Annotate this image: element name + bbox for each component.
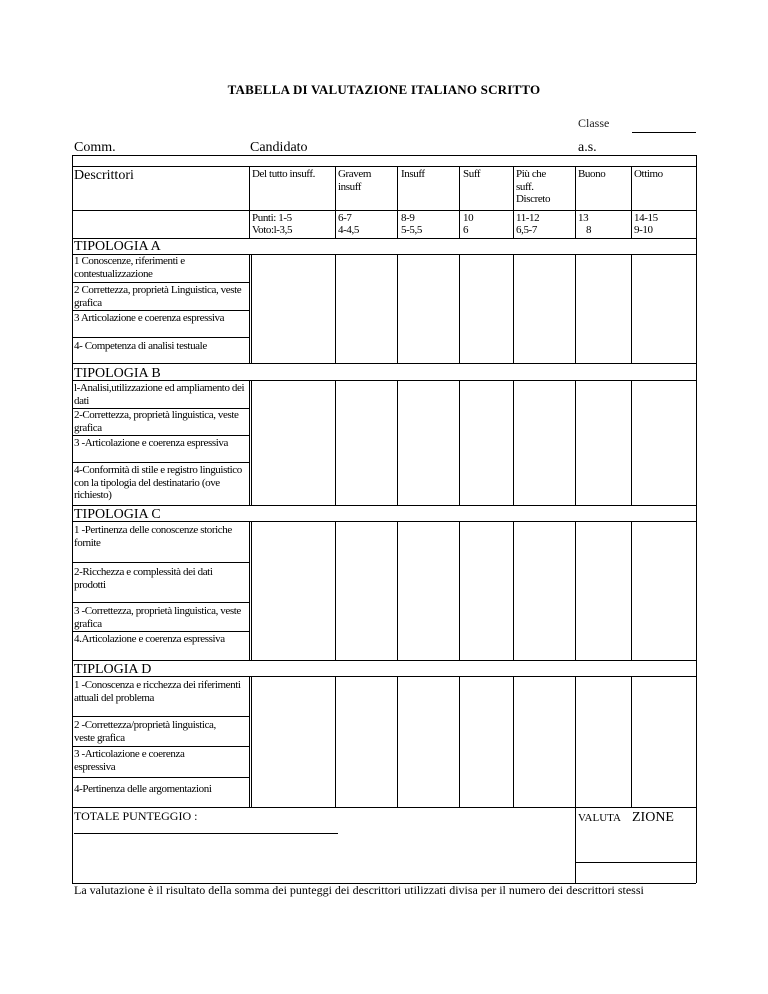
rule bbox=[631, 676, 632, 807]
level-punti: 11-12 bbox=[516, 212, 540, 224]
rule bbox=[575, 807, 576, 883]
rule bbox=[251, 676, 252, 807]
rule bbox=[72, 363, 696, 364]
rule bbox=[335, 254, 336, 363]
rule bbox=[575, 676, 576, 807]
rule bbox=[72, 380, 696, 381]
rule bbox=[72, 238, 73, 363]
rule bbox=[72, 807, 73, 883]
rule bbox=[459, 166, 460, 238]
descriptor-label: 4.Articolazione e coerenza espressiva bbox=[74, 633, 225, 645]
rule bbox=[72, 238, 696, 239]
rule bbox=[72, 155, 696, 156]
level-voto: 9-10 bbox=[634, 224, 653, 236]
rule bbox=[72, 310, 250, 311]
rule bbox=[72, 505, 696, 506]
rule bbox=[72, 631, 250, 632]
rule bbox=[335, 521, 336, 660]
rule bbox=[72, 363, 73, 505]
rule bbox=[72, 282, 250, 283]
rule bbox=[696, 166, 697, 238]
valuta-label: VALUTA bbox=[578, 812, 621, 824]
descriptor-label: 2-Correttezza, proprietà linguistica, veste grafica bbox=[74, 409, 239, 434]
descriptor-label: 4-Pertinenza delle argomentazioni bbox=[74, 783, 212, 795]
descriptor-label: 4-Conformità di stile e registro linguistico con la tipologia del destinatario (ove richiesto) bbox=[74, 464, 242, 501]
rule bbox=[397, 380, 398, 505]
rule bbox=[72, 505, 73, 660]
section-title: TIPOLOGIA C bbox=[74, 507, 161, 522]
classe-field-line bbox=[632, 132, 696, 133]
descriptor-label: 1 Conoscenze, riferimenti e contestualizzazione bbox=[74, 255, 185, 280]
rule bbox=[72, 676, 696, 677]
rule bbox=[696, 238, 697, 363]
rule bbox=[72, 807, 696, 808]
rule bbox=[459, 380, 460, 505]
rule bbox=[459, 254, 460, 363]
rule bbox=[631, 166, 632, 238]
rule bbox=[575, 166, 576, 238]
rule bbox=[72, 166, 696, 167]
rule bbox=[397, 254, 398, 363]
rule bbox=[72, 716, 250, 717]
rule bbox=[696, 155, 697, 166]
rule bbox=[335, 166, 336, 238]
totale-label: TOTALE PUNTEGGIO : bbox=[74, 809, 198, 823]
rule bbox=[249, 380, 250, 505]
rule bbox=[72, 660, 73, 807]
descriptor-label: 2 Correttezza, proprietà Linguistica, veste grafica bbox=[74, 284, 242, 309]
section-title: TIPOLOGIA B bbox=[74, 366, 161, 381]
rule bbox=[696, 660, 697, 807]
level-label: Gravem insuff bbox=[338, 168, 372, 193]
rule bbox=[251, 380, 252, 505]
level-label: Buono bbox=[578, 168, 606, 180]
rule bbox=[72, 602, 250, 603]
level-voto: 4-4,5 bbox=[338, 224, 359, 236]
rule bbox=[249, 254, 250, 363]
rule bbox=[72, 562, 250, 563]
rule bbox=[696, 807, 697, 883]
rule bbox=[251, 521, 252, 660]
descriptor-label: 4- Competenza di analisi testuale bbox=[74, 340, 207, 352]
rule bbox=[249, 166, 250, 238]
rule bbox=[249, 676, 250, 807]
level-punti: 14-15 bbox=[634, 212, 658, 224]
rule bbox=[72, 777, 250, 778]
page-title: TABELLA DI VALUTAZIONE ITALIANO SCRITTO bbox=[227, 82, 541, 97]
level-label: Suff bbox=[463, 168, 481, 180]
rule bbox=[72, 210, 696, 211]
as-label: a.s. bbox=[578, 140, 597, 155]
level-label: Ottimo bbox=[634, 168, 663, 180]
rule bbox=[72, 337, 250, 338]
rule bbox=[631, 380, 632, 505]
rule bbox=[397, 676, 398, 807]
rule bbox=[72, 462, 250, 463]
level-punti: 8-9 bbox=[401, 212, 415, 224]
level-punti: 13 bbox=[578, 212, 589, 224]
descriptor-label: 1 -Conoscenza e ricchezza dei riferimenti attuali del problema bbox=[74, 679, 241, 704]
descriptor-label: l-Analisi,utilizzazione ed ampliamento dei dati bbox=[74, 382, 245, 407]
totale-field-line bbox=[74, 833, 338, 834]
level-voto: 6 bbox=[463, 224, 469, 236]
level-voto: 8 bbox=[586, 224, 592, 236]
level-voto: 5-5,5 bbox=[401, 224, 422, 236]
descriptor-label: 3 -Correttezza, proprietà linguistica, veste grafica bbox=[74, 605, 241, 630]
section-title: TIPOLOGIA A bbox=[74, 239, 161, 254]
rule bbox=[249, 521, 250, 660]
rule bbox=[251, 254, 252, 363]
rule bbox=[513, 676, 514, 807]
rule bbox=[696, 505, 697, 660]
level-label: Più che suff. Discreto bbox=[516, 168, 551, 205]
classe-label: Classe bbox=[578, 116, 610, 130]
level-punti: 6-7 bbox=[338, 212, 352, 224]
rule bbox=[631, 254, 632, 363]
rule bbox=[72, 435, 250, 436]
rule bbox=[631, 521, 632, 660]
rule bbox=[397, 166, 398, 238]
rule bbox=[696, 363, 697, 505]
level-label: Insuff bbox=[401, 168, 425, 180]
rule bbox=[513, 166, 514, 238]
rule bbox=[335, 676, 336, 807]
rule bbox=[459, 521, 460, 660]
rule bbox=[335, 380, 336, 505]
rule bbox=[397, 521, 398, 660]
rule bbox=[575, 254, 576, 363]
rule bbox=[72, 521, 696, 522]
level-punti: 10 bbox=[463, 212, 474, 224]
rule bbox=[459, 676, 460, 807]
rule bbox=[513, 380, 514, 505]
level-punti: Punti: 1-5 bbox=[252, 212, 292, 224]
rule bbox=[575, 862, 696, 863]
comm-label: Comm. bbox=[74, 140, 116, 155]
level-voto: Voto:l-3,5 bbox=[252, 224, 293, 236]
descriptor-label: 3 Articolazione e coerenza espressiva bbox=[74, 312, 225, 324]
rule bbox=[72, 155, 73, 166]
descrittori-label: Descrittori bbox=[74, 168, 134, 183]
descriptor-label: 2 -Correttezza/proprietà linguistica, veste grafica bbox=[74, 719, 216, 744]
level-voto: 6,5-7 bbox=[516, 224, 537, 236]
descriptor-label: 3 -Articolazione e coerenza espressiva bbox=[74, 748, 185, 773]
level-label: Del tutto insuff. bbox=[252, 168, 315, 180]
descriptor-label: 3 -Articolazione e coerenza espressiva bbox=[74, 437, 228, 449]
rule bbox=[575, 521, 576, 660]
section-title: TIPLOGIA D bbox=[74, 662, 152, 677]
rule bbox=[72, 166, 73, 238]
footnote: La valutazione è il risultato della somma dei punteggi dei descrittori utilizzati divisa per il numero dei descrittori stessi bbox=[74, 883, 644, 897]
rule bbox=[513, 521, 514, 660]
rule bbox=[72, 746, 250, 747]
candidato-label: Candidato bbox=[250, 140, 308, 155]
descriptor-label: 2-Ricchezza e complessità dei dati prodotti bbox=[74, 566, 213, 591]
rule bbox=[72, 660, 696, 661]
rule bbox=[513, 254, 514, 363]
rule bbox=[575, 380, 576, 505]
descriptor-label: 1 -Pertinenza delle conoscenze storiche fornite bbox=[74, 524, 232, 549]
zione-label: ZIONE bbox=[632, 810, 674, 825]
